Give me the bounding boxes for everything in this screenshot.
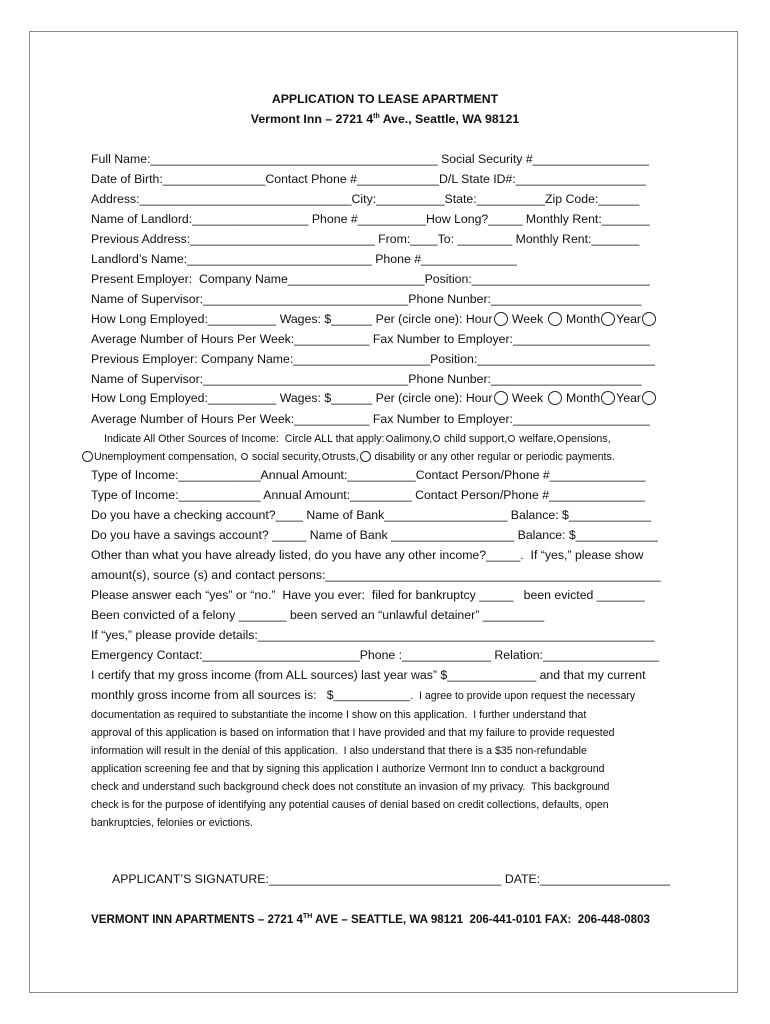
signature-field[interactable]: APPLICANT’S SIGNATURE:__________________________________ DATE:___________________ <box>112 872 671 886</box>
previous-employment-duration-label: How Long Employed:__________ Wages: $______ Per (circle one): Hour <box>91 391 493 405</box>
other-income-label: Indicate All Other Sources of Income: Circle ALL that apply: <box>104 433 385 445</box>
certification-paragraph-line: approval of this application is based on information that I have provided and that my failure to provide requested <box>91 727 615 739</box>
savings-account-field[interactable]: Do you have a savings account? _____ Name of Bank __________________ Balance: $____________ <box>91 528 658 542</box>
welfare-circle-option[interactable] <box>508 435 515 442</box>
unemployment-label: Unemployment compensation, <box>94 451 238 463</box>
emergency-contact-field[interactable]: Emergency Contact:_______________________Phone :_____________ Relation:_________________ <box>91 648 660 662</box>
full-name-field[interactable]: Full Name:__________________________________________ Social Security #_________________ <box>91 152 649 166</box>
footer-sup: TH <box>302 913 313 921</box>
landlord-name-field[interactable]: Landlord’s Name:___________________________ Phone #______________ <box>91 252 517 266</box>
employment-duration-field[interactable] <box>91 312 657 327</box>
month-label: Month <box>565 391 601 405</box>
trusts-circle-option[interactable] <box>322 453 329 460</box>
week-circle-option[interactable] <box>548 391 562 405</box>
previous-employment-duration-field[interactable] <box>91 391 657 406</box>
present-employer-field[interactable]: Present Employer: Company Name____________________Position:__________________________ <box>91 272 650 286</box>
other-income-details-field[interactable]: amount(s), source (s) and contact persons:_________________________________________________ <box>91 568 661 582</box>
pensions-label: pensions, <box>565 433 611 445</box>
alimony-label: alimony, <box>393 433 433 445</box>
header-address <box>0 112 770 127</box>
pensions-circle-option[interactable] <box>557 435 564 442</box>
month-circle-option[interactable] <box>601 312 615 326</box>
unemployment-circle-option[interactable] <box>82 451 93 462</box>
footer-suffix: AVE – SEATTLE, WA 98121 206-441-0101 FAX: 206-448-0803 <box>312 913 650 926</box>
year-circle-option[interactable] <box>642 391 656 405</box>
child-support-label: child support, <box>444 433 508 445</box>
supervisor-field[interactable]: Name of Supervisor:______________________________Phone Nunber:______________________ <box>91 292 642 306</box>
footer-prefix: VERMONT INN APARTMENTS – 2721 4 <box>91 913 303 926</box>
monthly-income-blank: _____________. I agree to provide upon request the necessary <box>333 690 636 702</box>
trusts-label: trusts, <box>329 451 359 463</box>
yes-details-field[interactable]: If “yes,” please provide details:__________________________________________________________ <box>91 628 655 642</box>
social-security-label: social security, <box>252 451 321 463</box>
week-label: Week <box>511 391 544 405</box>
header-address-sup: th <box>373 112 380 120</box>
footer-address <box>91 912 650 927</box>
other-income-sources <box>104 432 611 447</box>
type-of-income-field-2[interactable]: Type of Income:____________ Annual Amount:_________ Contact Person/Phone #______________ <box>91 488 645 502</box>
header-address-prefix: Vermont Inn – 2721 4 <box>250 112 374 126</box>
previous-supervisor-field[interactable]: Name of Supervisor:______________________________Phone Nunber:______________________ <box>91 372 642 386</box>
certification-paragraph-line: check is for the purpose of identifying any potential causes of denial based on credit collections, defaults, open <box>91 799 609 811</box>
year-circle-option[interactable] <box>642 312 656 326</box>
certification-paragraph-line: information will result in the denial of this application. I also understand that there is a $35 non-refundable <box>91 745 587 757</box>
hours-per-week-field[interactable]: Average Number of Hours Per Week:___________ Fax Number to Employer:____________________ <box>91 332 650 346</box>
certification-paragraph-line: check and understand such background check does not constitute an invasion of my privacy. This background <box>91 781 610 793</box>
hour-circle-option[interactable] <box>494 391 508 405</box>
certification-paragraph-line: documentation as required to substantiate the income I show on this application. I further understand that <box>91 709 587 721</box>
week-label: Week <box>511 312 544 326</box>
previous-address-field[interactable]: Previous Address:___________________________ From:____To: ________ Monthly Rent:_______ <box>91 232 640 246</box>
week-circle-option[interactable] <box>548 312 562 326</box>
other-income-question[interactable]: Other than what you have already listed, do you have any other income?_____. If “yes,” please show <box>91 548 644 562</box>
checking-account-field[interactable]: Do you have a checking account?____ Name of Bank__________________ Balance: $____________ <box>91 508 651 522</box>
year-label: Year <box>616 391 642 405</box>
child-support-circle-option[interactable] <box>433 435 440 442</box>
month-label: Month <box>565 312 601 326</box>
bankruptcy-eviction-field[interactable]: Please answer each “yes” or “no.” Have you ever: filed for bankruptcy _____ been evicted _______ <box>91 588 645 602</box>
landlord-field[interactable]: Name of Landlord:_________________ Phone #__________How Long?_____ Monthly Rent:_______ <box>91 212 650 226</box>
gross-income-field[interactable]: I certify that my gross income (from ALL sources) last year was” $_____________ and that my current <box>91 668 646 682</box>
disability-circle-option[interactable] <box>360 451 371 462</box>
felony-detainer-field[interactable]: Been convicted of a felony _______ been served an “unlawful detainer” _________ <box>91 608 545 622</box>
monthly-income-label: monthly gross income from all sources is: $ <box>91 688 334 702</box>
alimony-circle-option[interactable] <box>386 435 393 442</box>
type-of-income-field-1[interactable]: Type of Income:____________Annual Amount:__________Contact Person/Phone #______________ <box>91 468 646 482</box>
hour-circle-option[interactable] <box>494 312 508 326</box>
monthly-income-field[interactable] <box>91 688 635 704</box>
header-address-suffix: Ave., Seattle, WA 98121 <box>379 112 520 126</box>
disability-label: disability or any other regular or periodic payments. <box>374 451 615 463</box>
social-security-circle-option[interactable] <box>241 453 248 460</box>
year-label: Year <box>616 312 642 326</box>
address-field[interactable]: Address:_______________________________City:__________State:__________Zip Code:______ <box>91 192 640 206</box>
date-of-birth-field[interactable]: Date of Birth:_______________Contact Phone #____________D/L State ID#:___________________ <box>91 172 646 186</box>
previous-hours-per-week-field[interactable]: Average Number of Hours Per Week:___________ Fax Number to Employer:____________________ <box>91 412 650 426</box>
previous-employer-field[interactable]: Previous Employer: Company Name:____________________Position:__________________________ <box>91 352 656 366</box>
month-circle-option[interactable] <box>601 391 615 405</box>
employment-duration-label: How Long Employed:__________ Wages: $______ Per (circle one): Hour <box>91 312 493 326</box>
certification-paragraph-line: bankruptcies, felonies or evictions. <box>91 817 253 829</box>
other-income-sources-continued <box>81 450 615 465</box>
certification-paragraph-line: application screening fee and that by signing this application I authorize Vermont Inn to conduct a background <box>91 763 605 775</box>
welfare-label: welfare, <box>519 433 557 445</box>
page-title: APPLICATION TO LEASE APARTMENT <box>271 92 499 106</box>
